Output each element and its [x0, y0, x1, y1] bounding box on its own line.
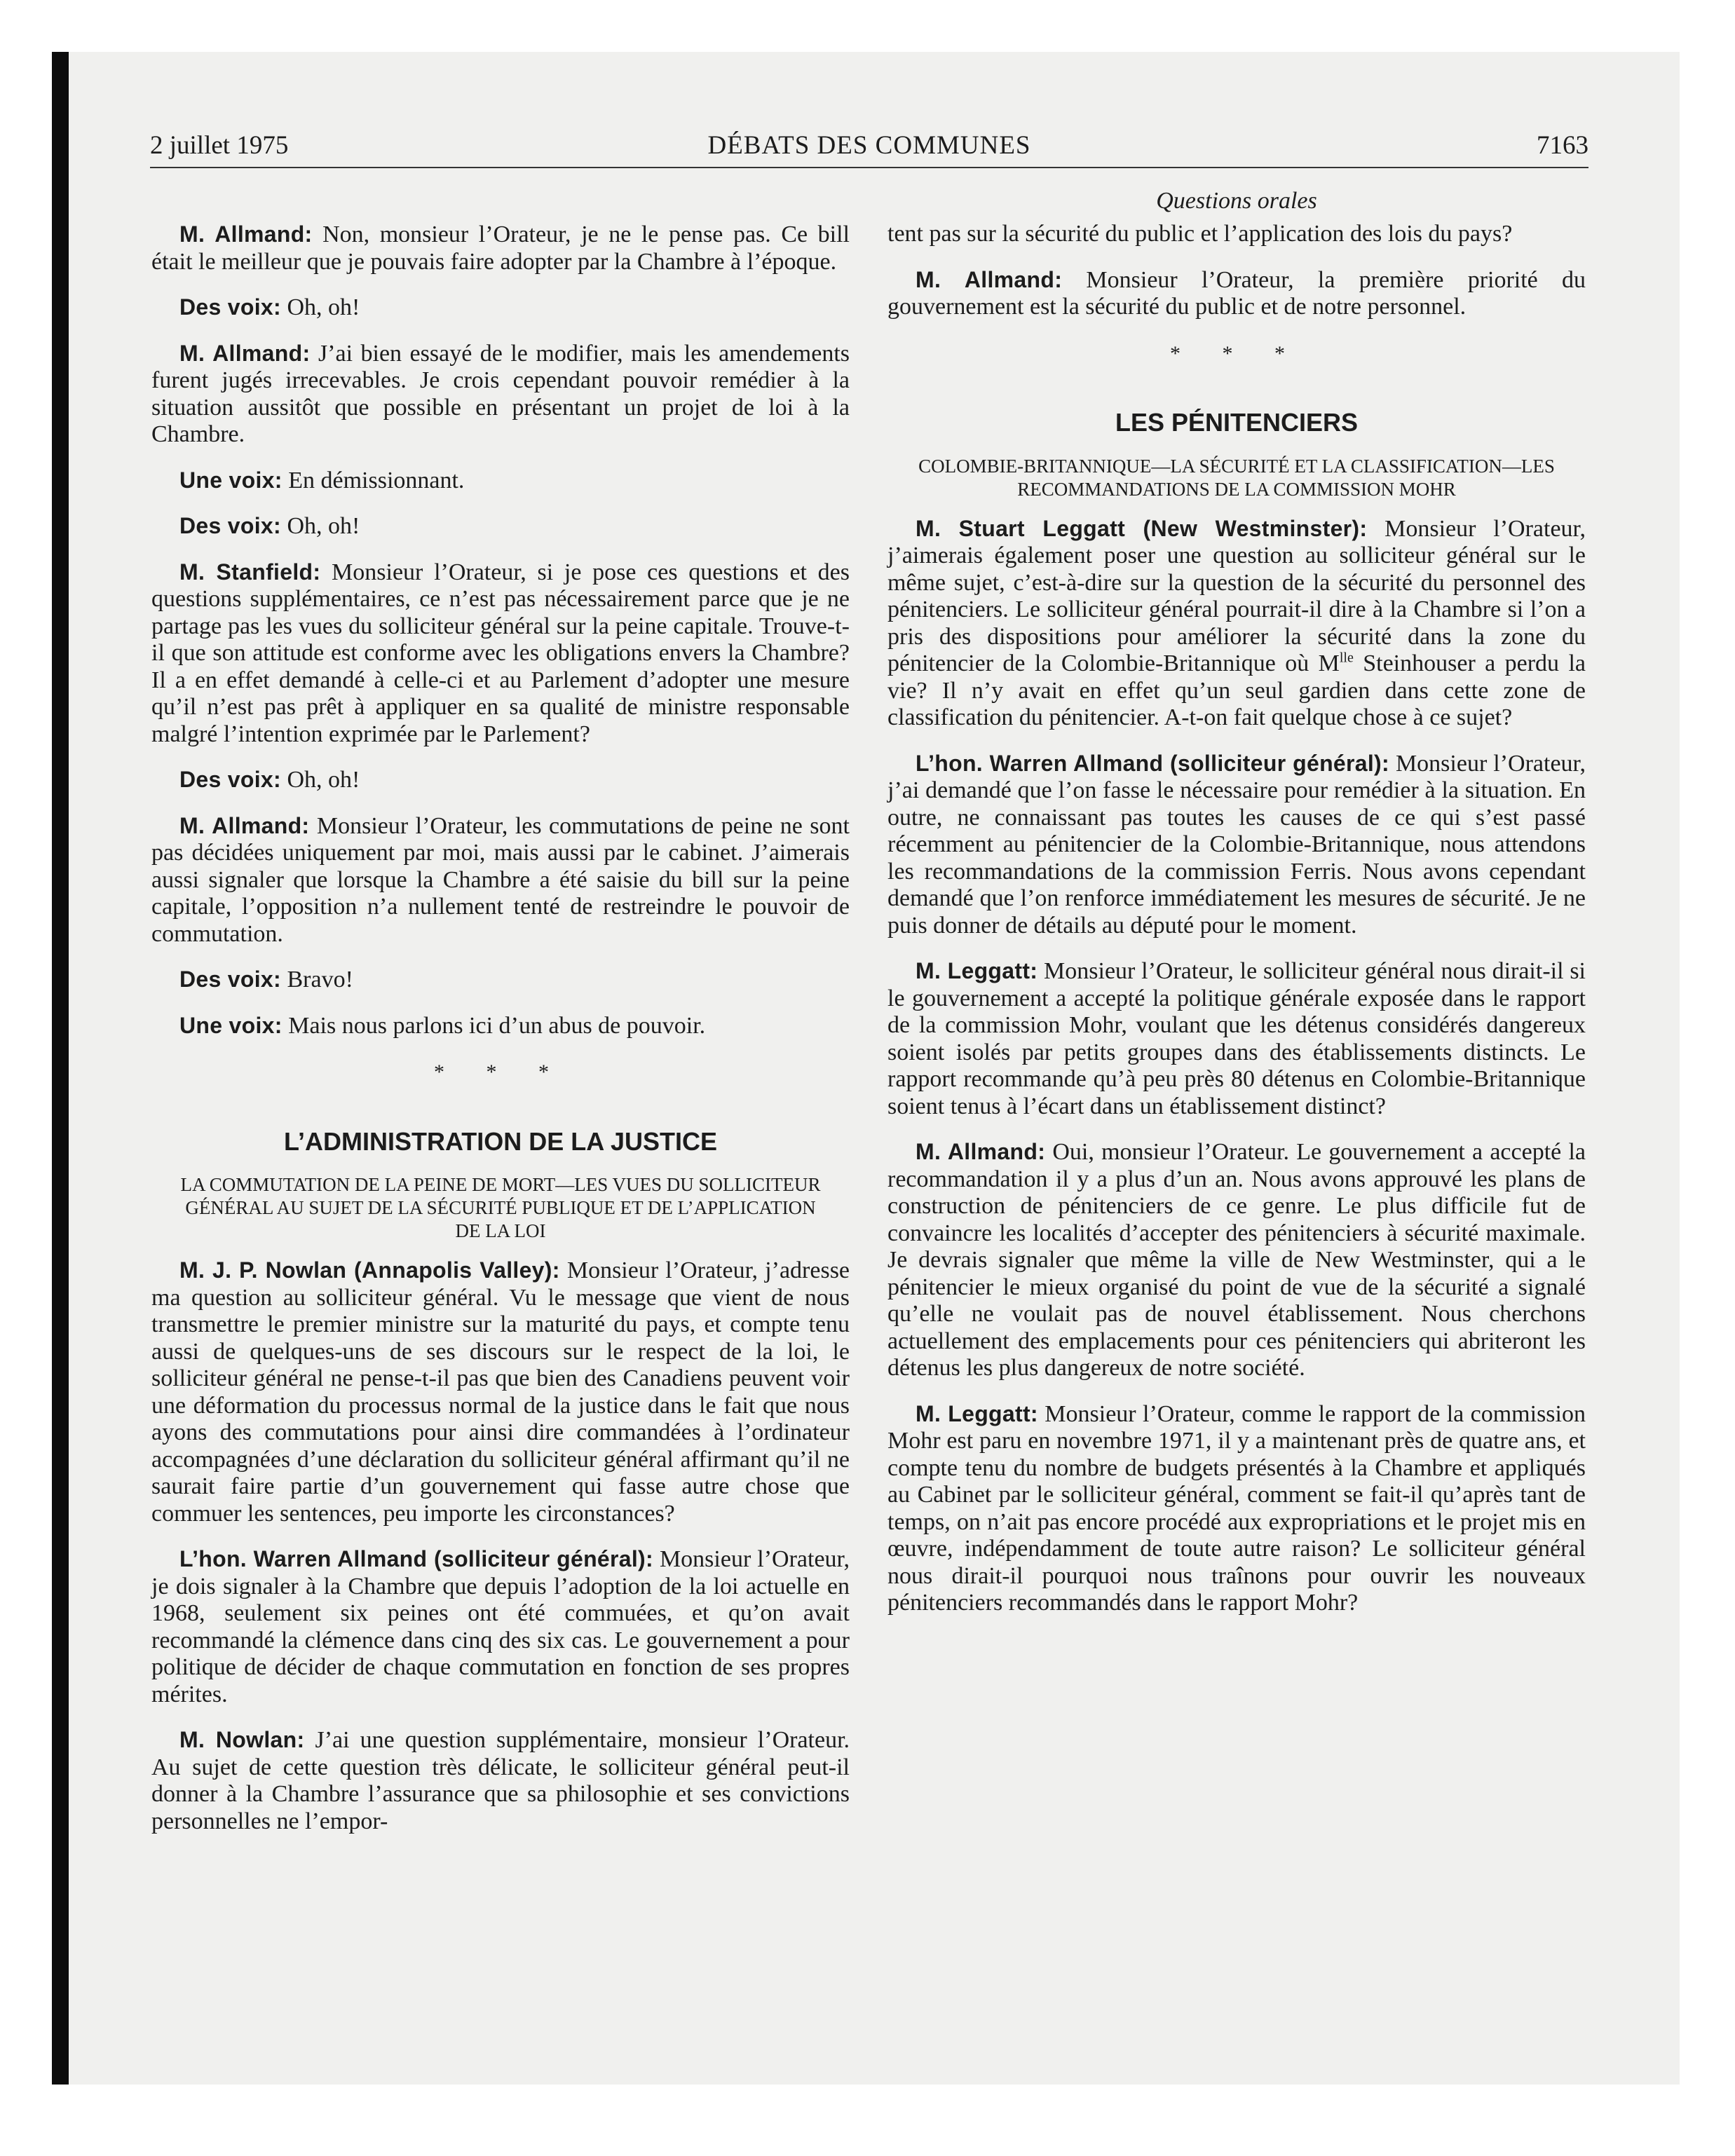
- paragraph: [887, 957, 1586, 1120]
- paragraph: [151, 1726, 850, 1835]
- paragraph: [151, 221, 850, 275]
- speaker-name: M. Allmand:: [179, 340, 311, 366]
- page-number: 7163: [1537, 131, 1588, 160]
- speaker-name: M. Leggatt:: [916, 1400, 1038, 1426]
- speech-text: Oh, oh!: [287, 513, 360, 539]
- section-separator: * * *: [434, 1060, 567, 1084]
- section-heading: L’ADMINISTRATION DE LA JUSTICE: [283, 1126, 717, 1156]
- speaker-name: M. Allmand:: [916, 266, 1063, 292]
- section-separator: * * *: [1170, 341, 1303, 365]
- left-column: [151, 221, 850, 1853]
- speaker-name: Une voix:: [179, 1012, 283, 1038]
- speaker-name: L’hon. Warren Allmand (solliciteur général):: [916, 750, 1389, 776]
- speaker-name: M. Allmand:: [179, 812, 310, 838]
- paragraph: [151, 294, 850, 322]
- speech-text: En démissionnant.: [288, 467, 465, 493]
- speech-text: Mais nous parlons ici d’un abus de pouvoir.: [288, 1012, 706, 1039]
- speech-text: Monsieur l’Orateur, je dois signaler à la Chambre que depuis l’adoption de la loi actuelle en 1968, seulement six peines ont été commuées, et qu’on avait recommandé la clémence dans cinq des six cas. Le gouvernement a pour politique de décider de chaque commutation en fonction de ses propres mérites.: [151, 1546, 850, 1707]
- speaker-name: Des voix:: [179, 767, 281, 792]
- speech-text: Non, monsieur l’Orateur, je ne le pense pas. Ce bill était le meilleur que je pouvais faire adopter par la Chambre à l’époque.: [151, 221, 850, 275]
- speech-text: Monsieur l’Orateur, le solliciteur général nous dirait-il si le gouvernement a accepté la politique générale exposée dans le rapport de la commission Mohr, voulant que les détenus considérés dangereux soient isolés par petits groupes dans des établissements distincts. Le rapport recommande qu’à peu près 80 détenus en Colombie-Britannique soient tenus à l’écart dans un établissement distinct?: [887, 958, 1586, 1119]
- speech-text: Steinhouser a perdu la vie? Il n’y avait en effet qu’un seul gardien dans cette zone de classification du pénitencier. A-t-on fait quelque chose à ce sujet?: [887, 650, 1586, 730]
- speaker-name: M. Allmand:: [179, 221, 313, 247]
- running-header: [150, 130, 1588, 172]
- speech-text: Oh, oh!: [287, 294, 360, 320]
- speech-text: Monsieur l’Orateur, comme le rapport de la commission Mohr est paru en novembre 1971, il y a maintenant près de quatre ans, et compte tenu du nombre de budgets présentés à la Chambre et appliqués au Cabinet par le solliciteur général, comment se fait-il qu’après tant de temps, on n’ait pas encore procédé aux expropriations et le projet mis en œuvre, indépendamment de toute autre raison? Le solliciteur général nous dirait-il pourquoi nous traînons pour ouvrir les nouveaux pénitenciers recommandés dans le rapport Mohr?: [887, 1400, 1586, 1616]
- speaker-name: Une voix:: [179, 467, 283, 493]
- speech-text: Monsieur l’Orateur, les commutations de peine ne sont pas décidées uniquement par moi, mais aussi par le cabinet. J’aimerais aussi signaler que lorsque la Chambre a été saisie du bill sur la peine capitale, l’opposition n’a nullement tenté de restreindre le pouvoir de commutation.: [151, 812, 850, 947]
- paragraph: [151, 512, 850, 540]
- speaker-name: Des voix:: [179, 294, 281, 320]
- section-subheading: COLOMBIE-BRITANNIQUE—LA SÉCURITÉ ET LA CLASSIFICATION—LES RECOMMANDATIONS DE LA COMMISSION MOHR: [918, 455, 1555, 500]
- speech-text: Monsieur l’Orateur, j’adresse ma question au solliciteur général. Vu le message que vient de nous transmettre le premier ministre sur la maturité du pays, et compte tenu aussi de quelques-uns de ses discours sur le respect de la loi, le solliciteur général ne pense-t-il pas que bien des Canadiens peuvent voir une déformation du processus normal de la justice dans le fait que nous ayons des commutations pour ainsi dire commandées à l’ordinateur accompagnées d’une déclaration du solliciteur général affirmant qu’il ne saurait faire partie d’un gouvernement qui fasse autre chose que commuer les sentences, peu importe les circonstances?: [151, 1257, 850, 1527]
- speaker-name: L’hon. Warren Allmand (solliciteur général):: [179, 1546, 653, 1571]
- superscript: lle: [1339, 650, 1354, 666]
- paragraph: [151, 1546, 850, 1708]
- header-date: 2 juillet 1975: [150, 131, 289, 160]
- speech-text: Bravo!: [287, 967, 353, 992]
- speech-text: Monsieur l’Orateur, j’aimerais également poser une question au solliciteur général sur le même sujet, c’est-à-dire sur la question de la sécurité du personnel des pénitenciers. Le solliciteur général pourrait-il dire à la Chambre si l’on a pris des dispositions pour améliorer la sécurité dans la zone du pénitencier de la Colombie-Britannique où M: [887, 515, 1586, 676]
- speaker-name: M. Allmand:: [916, 1139, 1046, 1164]
- speech-text: J’ai bien essayé de le modifier, mais les amendements furent jugés irrecevables. Je crois cependant pouvoir remédier à la situation aussitôt que possible en présentant un projet de loi à la Chambre.: [151, 340, 850, 447]
- right-column: [887, 221, 1586, 1635]
- paragraph: [151, 340, 850, 449]
- speaker-name: Des voix:: [179, 967, 281, 992]
- speaker-name: M. Nowlan:: [179, 1727, 305, 1752]
- paragraph: [151, 1257, 850, 1527]
- paragraph: [151, 812, 850, 948]
- speech-text: Oui, monsieur l’Orateur. Le gouvernement a accepté la recommandation il y a plus d’un an. Nous avons approuvé les plans de construction de pénitenciers de ce genre. Le plus difficile fut de convaincre les localités d’accepter des pénitenciers à sécurité maximale. Je devrais signaler que même la ville de New Westminster, qui a le pénitencier le mieux organisé du point de vue de la sécurité a signalé qu’elle ne voulait pas de nouvel établissement. Nous cherchons actuellement des emplacements pour ces pénitenciers qui abriteront les détenus les plus dangereux de notre société.: [887, 1139, 1586, 1381]
- speech-text: Monsieur l’Orateur, la première priorité du gouvernement est la sécurité du public et de notre personnel.: [887, 266, 1586, 320]
- speech-text: Monsieur l’Orateur, j’ai demandé que l’on fasse le nécessaire pour remédier à la situation. En outre, ne connaissant pas toutes les causes de ce qui s’est passé récemment au pénitencier de la Colombie-Britannique, nous attendons les recommandations de la commission Ferris. Nous avons cependant demandé que l’on renforce immédiatement les mesures de sécurité. Je ne puis donner de détails au député pour le moment.: [887, 750, 1586, 939]
- section-label: Questions orales: [1156, 188, 1317, 214]
- paragraph: [151, 766, 850, 794]
- paragraph: [887, 750, 1586, 940]
- paragraph: [887, 266, 1586, 321]
- paragraph: [151, 966, 850, 994]
- paragraph-continuation: tent pas sur la sécurité du public et l’application des lois du pays?: [887, 221, 1513, 247]
- speaker-name: M. Stuart Leggatt (New Westminster):: [916, 515, 1368, 541]
- speaker-name: M. J. P. Nowlan (Annapolis Valley):: [179, 1257, 560, 1283]
- header-rule: [150, 167, 1588, 168]
- binding-shadow: [52, 52, 69, 2085]
- paragraph: [887, 1138, 1586, 1382]
- paragraph: [887, 515, 1586, 732]
- header-title: DÉBATS DES COMMUNES: [707, 131, 1031, 160]
- speech-text: Monsieur l’Orateur, si je pose ces questions et des questions supplémentaires, ce n’est pas nécessairement parce que je ne partage pas les vues du solliciteur général sur la peine capitale. Trouve-t-il que son attitude est conforme avec les obligations envers la Chambre? Il a en effet demandé à celle-ci et au Parlement d’adopter une mesure qu’il n’est pas prêt à appliquer en sa qualité de ministre responsable malgré l’intention exprimée par le Parlement?: [151, 559, 850, 747]
- section-subheading: LA COMMUTATION DE LA PEINE DE MORT—LES VUES DU SOLLICITEUR GÉNÉRAL AU SUJET DE LA SÉCURITÉ PUBLIQUE ET DE L’APPLICATION DE LA LOI: [180, 1174, 821, 1241]
- speaker-name: M. Stanfield:: [179, 559, 321, 585]
- speaker-name: M. Leggatt:: [916, 958, 1038, 983]
- paragraph: [151, 467, 850, 495]
- speech-text: J’ai une question supplémentaire, monsieur l’Orateur. Au sujet de cette question très délicate, le solliciteur général peut-il donner à la Chambre l’assurance que sa philosophie et ses convictions personnelles ne l’empor-: [151, 1727, 850, 1834]
- section-heading: LES PÉNITENCIERS: [1115, 408, 1359, 437]
- paragraph: [887, 1400, 1586, 1617]
- paragraph: [151, 1012, 850, 1040]
- speech-text: Oh, oh!: [287, 767, 360, 793]
- speaker-name: Des voix:: [179, 513, 281, 538]
- paragraph: [151, 559, 850, 749]
